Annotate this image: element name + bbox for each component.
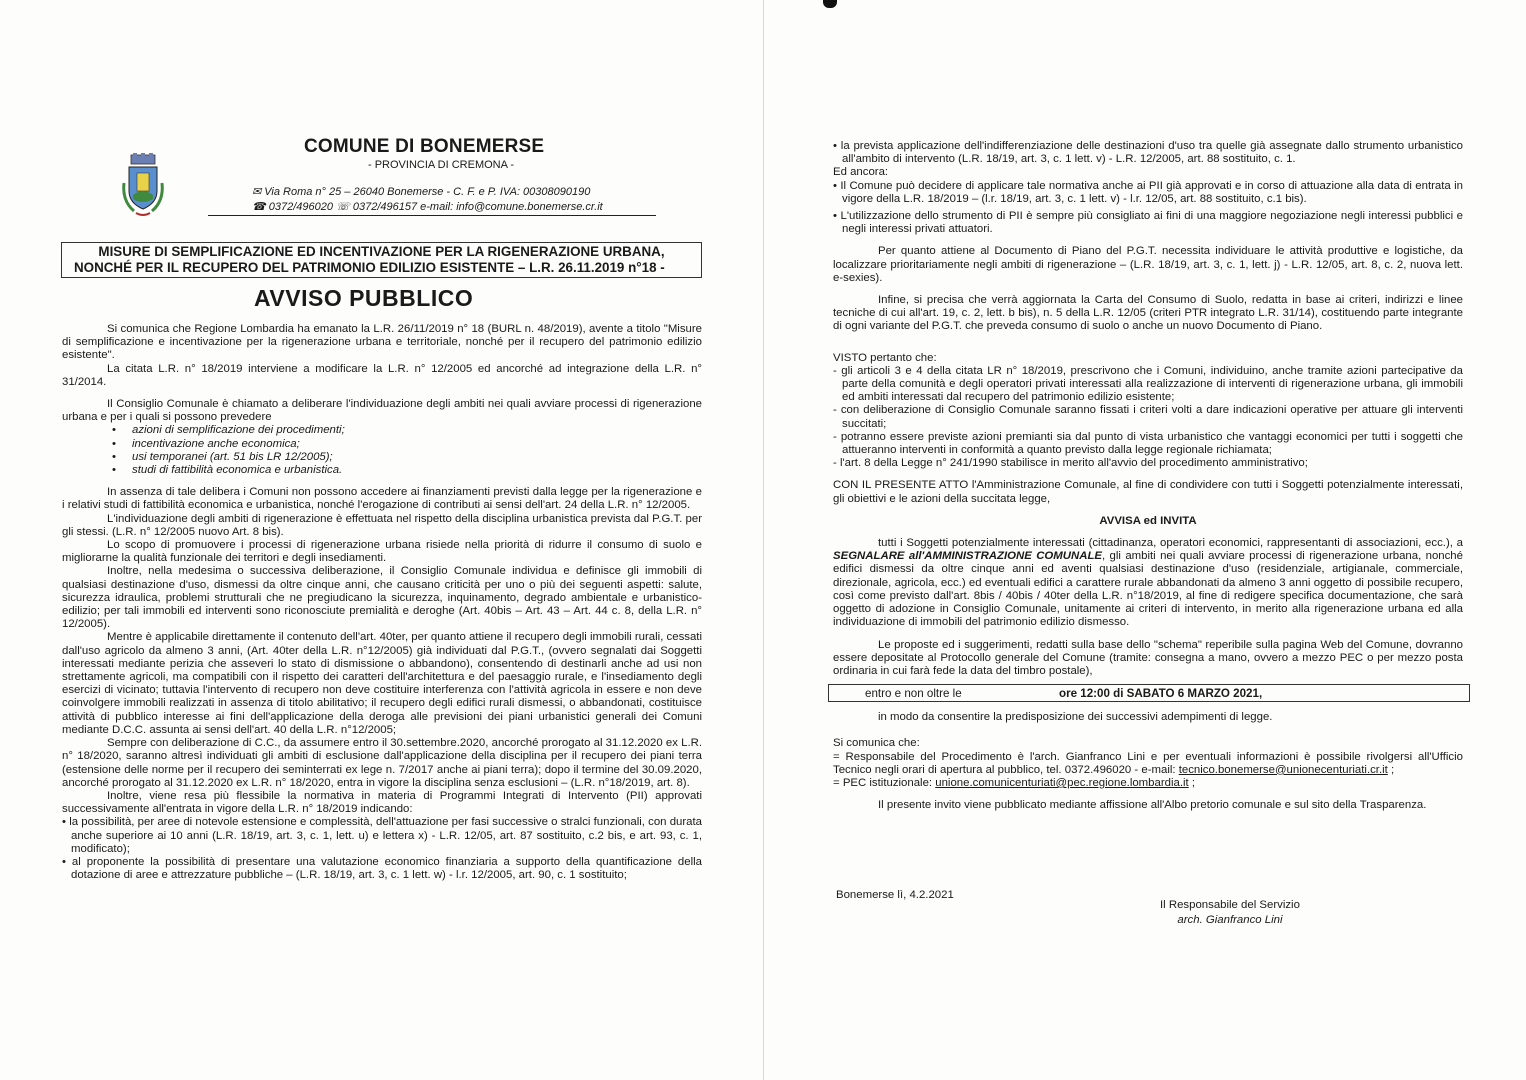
paragraph: Inoltre, nella medesima o successiva deliberazione, il Consiglio Comunale individua e definisce gli immobili di qualsiasi destinazione d'uso, dismessi da oltre cinque anni, che causano criticità per uno o più dei seguenti aspetti: salute, sicurezza idraulica, problemi strutturali che ne pregiudicano la sicurezza, inquinamento, degrado ambientale e urbanistico-edilizio; per tali immobili ed interventi sono riconosciute premialità e deroghe (Art. 40bis – Art. 43 – Art. 44 c. 8, della L.R. n° 12/2005). xyxy=(62,565,702,631)
paragraph: Per quanto attiene al Documento di Piano del P.G.T. necessita individuare le attività produttive e logistiche, da localizzare prioritariamente negli ambiti di rigenerazione – (L.R. 18/19, art. 3, c. 1, lett. j) - L.R. 12/05, art. 8, c. 2, nuova lett. e-sexies). xyxy=(833,245,1463,284)
deadline-label: entro e non oltre le xyxy=(865,687,962,701)
list-item: • incentivazione anche economica; xyxy=(62,438,702,451)
list-item: • la prevista applicazione dell'indifferenziazione delle destinazioni d'uso tra quelle già assegnate dallo strumento urbanistico all'ambito di intervento (L.R. 18/19, art. 3, c. 1 lett. v) - L.R. 12/2005, art. 88 sostituito, c. 1. xyxy=(833,140,1464,166)
paragraph: = PEC istituzionale: unione.comunicenturiati@pec.regione.lombardia.it ; xyxy=(833,776,1196,789)
paragraph: Sempre con deliberazione di C.C., da assumere entro il 30.settembre.2020, ancorché prorogato al 31.12.2020 ex L.R. n° 18/2020, saranno altresì individuati gli ambiti di esclusione dall'applicazione della disciplina per il recupero dei piani terra (estensione delle norme per il recupero dei seminterrati ex lege n. 7/2017 anche ai piani terra); dopo il termine del 30.09.2020, ancorché prorogato al 31.12.2020 ex L.R. n° 18/2020, entra in vigore la disciplina senza esclusioni – (L.R. n°18/2019, art. 8). xyxy=(62,737,702,789)
municipality-title: COMUNE DI BONEMERSE xyxy=(304,136,545,157)
paragraph: L'individuazione degli ambiti di rigenerazione è effettuata nel rispetto della disciplina urbanistica prevista dal P.G.T. per gli stessi. (L.R. n° 12/2005 nuovo Art. 8 bis). xyxy=(62,512,702,538)
list-item: • Il Comune può decidere di applicare tale normativa anche ai PII già approvati e in corso di attuazione alla data di entrata in vigore della L.R. 18/2019 – (l.r. 18/19, art. 3, c. 1 lett. v) - l.r. 12/05, art. 88 sostituito, c.1 bis). xyxy=(833,179,1463,205)
signature-block xyxy=(1160,898,1300,928)
list-item: - l'art. 8 della Legge n° 241/1990 stabilisce in merito all'avvio del procedimento amministrativo; xyxy=(833,457,1308,470)
banner-line-1: MISURE DI SEMPLIFICAZIONE ED INCENTIVAZIONE PER LA RIGENERAZIONE URBANA, xyxy=(98,244,665,259)
list-item: • L'utilizzazione dello strumento di PII è sempre più consigliato ai fini di una maggiore negoziazione negli interessi pubblici e negli interessi privati attuatori. xyxy=(833,210,1463,236)
header-rule xyxy=(208,215,656,216)
paragraph: VISTO pertanto che: xyxy=(833,351,937,364)
paragraph: Infine, si precisa che verrà aggiornata la Carta del Consumo di Suolo, redatta in base ai criteri, indirizzi e linee tecniche di cui all'art. 19, c. 2, lett. b bis), n. 5 della L.R. 12/05 (criteri PTR integrato L.R. 31/14), costituendo parte integrante di ogni variante del P.G.T. che preveda consumo di suolo o anche un nuovo Documento di Piano. xyxy=(833,294,1463,333)
paragraph: Si comunica che Regione Lombardia ha emanato la L.R. 26/11/2019 n° 18 (BURL n. 48/2019), avente a titolo "Misure di semplificazione e incentivazione per la rigenerazione urbana e territoriale, nonché per il recupero del patrimonio edilizio esistente". xyxy=(62,323,702,362)
paragraph: Si comunica che: xyxy=(833,737,920,750)
section-heading: AVVISA ed INVITA xyxy=(1099,514,1197,527)
municipal-crest-icon xyxy=(120,153,166,219)
paragraph: Ed ancora: xyxy=(833,166,889,179)
paragraph: Il presente invito viene pubblicato mediante affissione all'Albo pretorio comunale e sul sito della Trasparenza. xyxy=(878,799,1427,812)
email-link[interactable]: tecnico.bonemerse@unionecenturiati.cr.it xyxy=(1178,763,1388,776)
list-item: • la possibilità, per aree di notevole estensione e complessità, dell'attuazione per fasi successive o stralci funzionali, con durata anche superiore ai 10 anni (L.R. 18/19, art. 3, c. 1, lett. u) e lettera x) - L.R. 12/05, art. 87 sostituito, c.2 bis, e art. 93, c. 1, modificato); xyxy=(62,816,702,855)
signature-name: arch. Gianfranco Lini xyxy=(1177,914,1283,926)
left-column xyxy=(62,323,702,882)
list-item: • studi di fattibilità economica e urbanistica. xyxy=(62,464,702,477)
banner-line-2: NONCHÉ PER IL RECUPERO DEL PATRIMONIO EDILIZIO ESISTENTE – L.R. 26.11.2019 n°18 - xyxy=(74,260,665,275)
deadline-date: ore 12:00 di SABATO 6 MARZO 2021, xyxy=(1059,687,1263,701)
list-item: • al proponente la possibilità di presentare una valutazione economico finanziaria a supporto della quantificazione della dotazione di aree e attrezzature pubbliche – (L.R. 18/19, art. 3, c. 1 lett. w) - l.r. 12/2005, art. 90, c. 1 sostituito; xyxy=(62,855,703,882)
scan-artifact xyxy=(823,0,837,8)
list-item: - gli articoli 3 e 4 della citata LR n° 18/2019, prescrivono che i Comuni, individuino, anche tramite azioni partecipative da parte della comunità e degli operatori privati interessati alla realizzazione di interventi di rigenerazione urbana, gli immobili ed ambiti interessati dal recupero del patrimonio edilizio esistente; xyxy=(833,364,1463,404)
signature-role: Il Responsabile del Servizio xyxy=(1160,899,1300,911)
contact-line: ☎ 0372/496020 ☏ 0372/496157 e-mail: info@comune.bonemerse.cr.it xyxy=(252,201,603,213)
paragraph: = Responsabile del Procedimento è l'arch. Gianfranco Lini e per eventuali informazioni è possibile rivolgersi all'Ufficio Tecnico negli orari di apertura al pubblico, tel. 0372.496020 - e-mail: tecnico.bonemerse@unionecenturiati.cr.it ; xyxy=(833,750,1463,776)
paragraph: Inoltre, viene resa più flessibile la normativa in materia di Programmi Integrati di Intervento (PII) approvati successivamente all'entrata in vigore della L.R. n° 18/2019 indicando: xyxy=(62,789,702,816)
paragraph: in modo da consentire la predisposizione dei successivi adempimenti di legge. xyxy=(878,711,1273,724)
pec-link[interactable]: unione.comunicenturiati@pec.regione.lombardia.it xyxy=(935,776,1189,789)
page-divider xyxy=(763,0,764,1080)
paragraph: Le proposte ed i suggerimenti, redatti sulla base dello "schema" reperibile sulla pagina Web del Comune, dovranno essere depositate al Protocollo generale del Comune (tramite: consegna a mano, ovvero a mezzo PEC o per mezzo posta ordinaria in cui farà fede la data del timbro postale), xyxy=(833,638,1463,677)
list-item: - con deliberazione di Consiglio Comunale saranno fissati i criteri volti a dare indicazioni operative per attuare gli interventi succitati; xyxy=(833,404,1463,430)
paragraph: CON IL PRESENTE ATTO l'Amministrazione Comunale, al fine di condividere con tutti i Soggetti potenzialmente interessati, gli obiettivi e le azioni della succitata legge, xyxy=(833,479,1463,505)
address-line: ✉ Via Roma n° 25 – 26040 Bonemerse - C. F. e P. IVA: 00308090190 xyxy=(252,186,591,198)
paragraph: tutti i Soggetti potenzialmente interessati (cittadinanza, operatori economici, rappresentanti di associazioni, ecc.), a SEGNALARE all'AMMINISTRAZIONE COMUNALE, gli ambiti nei quali avviare processi di rigenerazione urbana, nonché edifici dismessi da oltre cinque anni ed aventi qualsiasi destinazione d'uso (residenziale, artigianale, commerciale, direzionale, agricola, ecc.) ed eventuali edifici a carattere rurale abbandonati da almeno 3 anni oggetto di possibile recupero, così come previsto dall'art. 8bis / 40bis / 40ter della L.R. n°18/2019, al fine di redigere specifica documentazione, che sarà oggetto di adozione in Consiglio Comunale, unitamente ai criteri di intervento, in merito alla rigenerazione urbana ed alla individuazione di immobili del patrimonio edilizio dismesso. xyxy=(833,537,1463,629)
paragraph: Lo scopo di promuovere i processi di rigenerazione urbana risiede nella priorità di ridurre il consumo di suolo e migliorarne la qualità funzionale dei territori e degli insediamenti. xyxy=(62,539,702,565)
letterhead xyxy=(120,133,705,223)
province-subtitle: - PROVINCIA DI CREMONA - xyxy=(368,159,515,171)
notice-title: AVVISO PUBBLICO xyxy=(254,285,474,311)
place-date: Bonemerse lì, 4.2.2021 xyxy=(836,889,954,901)
paragraph: In assenza di tale delibera i Comuni non possono accedere ai finanziamenti previsti dalla legge per la rigenerazione e i relativi studi di fattibilità economica e urbanistica, nonché l'erogazione di contributi ai sensi dell'art. 24 della L.R. n° 12/2005. xyxy=(62,486,702,512)
paragraph: Il Consiglio Comunale è chiamato a deliberare l'individuazione degli ambiti nei quali avviare processi di rigenerazione urbana e per i quali si possono prevedere xyxy=(62,398,702,424)
law-banner xyxy=(61,242,702,278)
paragraph: Mentre è applicabile direttamente il contenuto dell'art. 40ter, per quanto attiene il recupero degli immobili rurali, cessati dall'uso agricolo da almeno 3 anni, (Art. 40ter della L.R. n°12/2005) già individuati dal P.G.T., (ovvero segnalati dai Soggetti interessati mediante perizia che asseveri lo stato di dismissione o abbandono), consentendo di destinarli anche ad usi non strettamente agricoli, ma compatibili con il rispetto dei caratteri dell'architettura e del paesaggio rurale, e l'insediamento degli esercizi di vicinato; tuttavia l'intervento di recupero non deve costituire interferenza con l'attività agricola in essere e non deve coinvolgere immobili realizzati in assenza di titolo abilitativo; il recupero degli edifici rurali dismessi, o abbandonati, costituisce attività di pubblico interesse ai fini dell'applicazione della deroga alle previsioni dei piani urbanistici generali dei Comuni mediante D.C.C. assunta ai sensi dell'art. 40 della L.R. n°12/2005; xyxy=(62,631,702,736)
envelope-icon: ✉ xyxy=(252,186,265,198)
deadline-box xyxy=(828,684,1470,702)
list-item: • azioni di semplificazione dei procedimenti; xyxy=(62,424,702,437)
paragraph: La citata L.R. n° 18/2019 interviene a modificare la L.R. n° 12/2005 ed ancorché ad integrazione della L.R. n° 31/2014. xyxy=(62,362,702,388)
right-column xyxy=(833,140,1463,812)
list-item: - potranno essere previste azioni premianti sia dal punto di vista urbanistico che vantaggi economici per tutti i soggetti che attueranno interventi in conformità a quanto previsto dalla legge regionale richiamata; xyxy=(833,430,1463,457)
phone-icon: ☎ xyxy=(252,201,269,213)
list-item: • usi temporanei (art. 51 bis LR 12/2005); xyxy=(62,451,702,464)
